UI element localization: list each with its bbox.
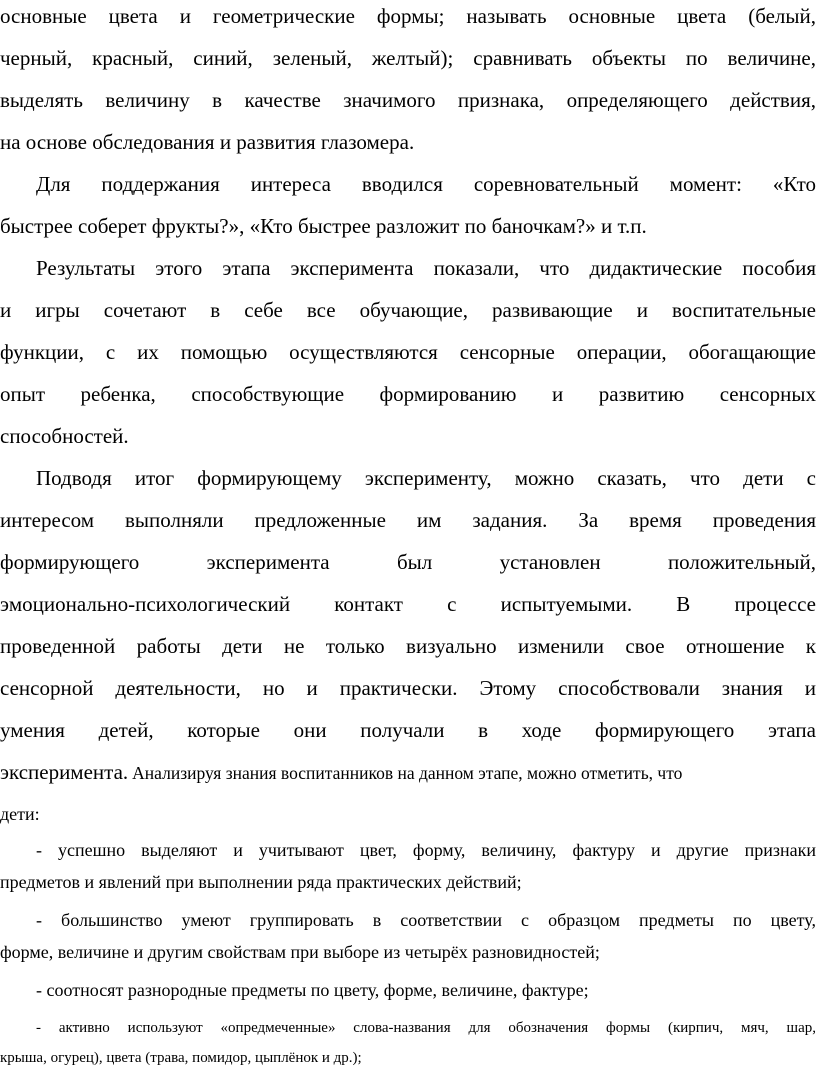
text-line: основные цвета и геометрические формы; называть основные цвета (белый, bbox=[0, 4, 816, 28]
text-line: черный, красный, синий, зеленый, желтый); сравнивать объекты по величине, bbox=[0, 46, 816, 70]
list-item-line: - большинство умеют группировать в соответствии с образцом предметы по цвету, bbox=[36, 910, 816, 930]
text-line: Подводя итог формирующему эксперименту, можно сказать, что дети с bbox=[36, 466, 816, 490]
text-fragment: эксперимента. bbox=[0, 760, 129, 784]
list-item-line: крыша, огурец), цвета (трава, помидор, цыплёнок и др.); bbox=[0, 1050, 362, 1066]
text-line: проведенной работы дети не только визуально изменили свое отношение к bbox=[0, 634, 816, 658]
mixed-text-line bbox=[0, 760, 816, 785]
text-line: на основе обследования и развития глазомера. bbox=[0, 130, 415, 154]
text-line: умения детей, которые они получали в ходе формирующего этапа bbox=[0, 718, 816, 742]
text-line: опыт ребенка, способствующие формированию и развитию сенсорных bbox=[0, 382, 816, 406]
list-item-line: - соотносят разнородные предметы по цвету, форме, величине, фактуре; bbox=[36, 980, 589, 1000]
list-item-line: - успешно выделяют и учитывают цвет, форму, величину, фактуру и другие признаки bbox=[36, 840, 816, 860]
text-line: быстрее соберет фрукты?», «Кто быстрее разложит по баночкам?» и т.п. bbox=[0, 214, 647, 238]
text-line: выделять величину в качестве значимого признака, определяющего действия, bbox=[0, 88, 816, 112]
text-line: формирующего эксперимента был установлен положительный, bbox=[0, 550, 816, 574]
text-line: способностей. bbox=[0, 424, 129, 448]
text-line: функции, с их помощью осуществляются сенсорные операции, обогащающие bbox=[0, 340, 816, 364]
text-line: Для поддержания интереса вводился соревновательный момент: «Кто bbox=[36, 172, 816, 196]
text-line: сенсорной деятельности, но и практически. Этому способствовали знания и bbox=[0, 676, 816, 700]
text-line: и игры сочетают в себе все обучающие, развивающие и воспитательные bbox=[0, 298, 816, 322]
text-line: эмоционально-психологический контакт с испытуемыми. В процессе bbox=[0, 592, 816, 616]
list-item-line: форме, величине и другим свойствам при выборе из четырёх разновидностей; bbox=[0, 942, 600, 962]
list-item-line: - активно используют «опредмеченные» слова-названия для обозначения формы (кирпич, мяч, шар, bbox=[36, 1020, 816, 1036]
text-line: Результаты этого этапа эксперимента показали, что дидактические пособия bbox=[36, 256, 816, 280]
list-item-line: предметов и явлений при выполнении ряда практических действий; bbox=[0, 872, 522, 892]
text-line: интересом выполняли предложенные им задания. За время проведения bbox=[0, 508, 816, 532]
text-line: дети: bbox=[0, 804, 40, 824]
text-fragment: Анализируя знания воспитанников на данном этапе, можно отметить, что bbox=[132, 763, 683, 783]
